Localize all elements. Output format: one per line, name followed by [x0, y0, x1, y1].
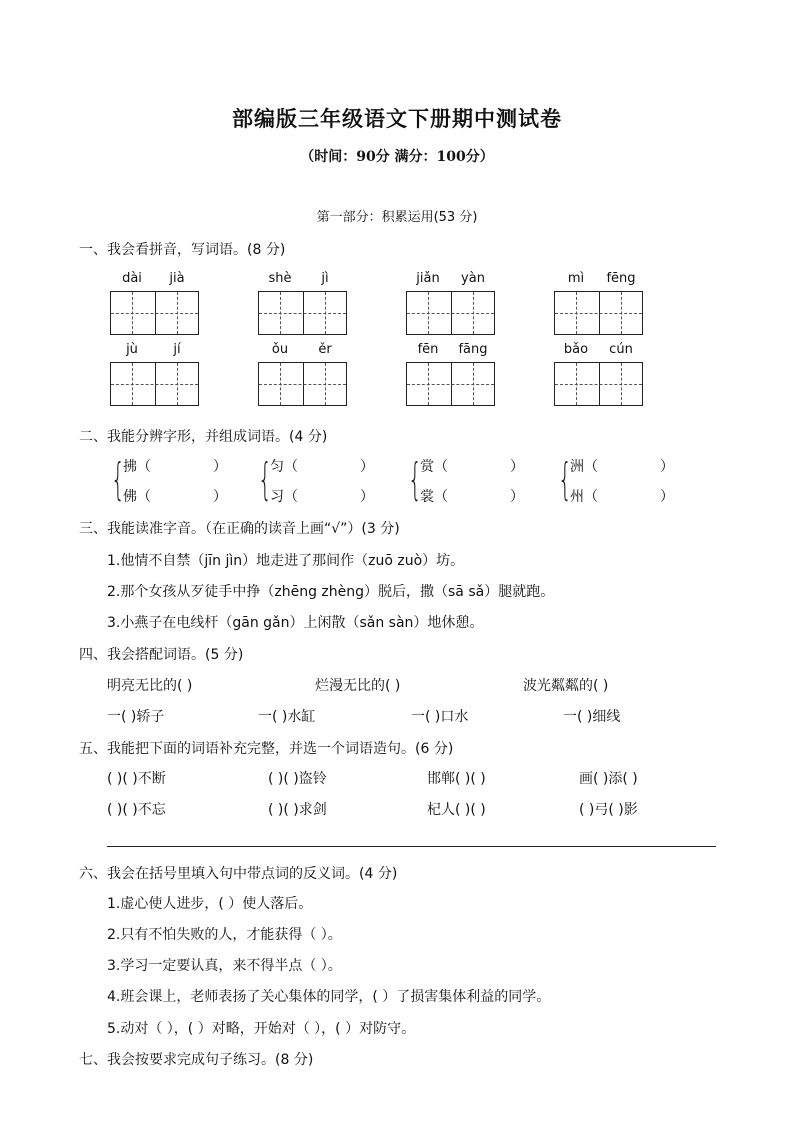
char-item: 州（	[570, 489, 598, 505]
q6-line-2: 2.只有不怕失败的人，才能获得（ ）。	[107, 927, 342, 943]
question-4-heading: 四、我会搭配词语。(5 分)	[79, 647, 244, 663]
q5-item: 杞人( )( )	[427, 802, 486, 818]
pinyin-label: fāng	[458, 342, 488, 357]
q4-item: 一( )细线	[563, 709, 621, 725]
q4-item: 波光粼粼的( )	[523, 678, 609, 694]
brace-icon: {	[258, 454, 272, 505]
writing-grid[interactable]	[406, 362, 495, 406]
pinyin-label: dài	[122, 271, 142, 286]
q5-item: ( )( )求剑	[268, 802, 327, 818]
q3-line-2: 2.那个女孩从歹徒手中挣（zhēng zhèng）脱后，撒（sā sǎ）腿就跑。	[107, 584, 555, 600]
pinyin-label: ěr	[318, 342, 332, 357]
pinyin-label: fēng	[606, 271, 636, 286]
char-item-close: ）	[213, 459, 227, 475]
exam-info: （时间：90分 满分：100分）	[300, 149, 494, 165]
q4-item: 一( )口水	[411, 709, 469, 725]
char-item: 匀（	[270, 459, 298, 475]
pinyin-label: fēn	[417, 342, 439, 357]
answer-line[interactable]	[107, 846, 716, 847]
char-item-close: ）	[360, 459, 374, 475]
writing-grid[interactable]	[258, 362, 347, 406]
pinyin-label: jí	[173, 342, 181, 357]
char-item: 赏（	[420, 459, 448, 475]
question-6-heading: 六、我会在括号里填入句中带点词的反义词。(4 分)	[79, 866, 398, 882]
brace-icon: {	[408, 454, 422, 505]
question-7-heading: 七、我会按要求完成句子练习。(8 分)	[79, 1052, 314, 1068]
q3-line-3: 3.小燕子在电线杆（gān gǎn）上闲散（sǎn sàn）地休憩。	[107, 615, 484, 631]
char-item-close: ）	[510, 459, 524, 475]
char-item-close: ）	[213, 489, 227, 505]
char-item-close: ）	[510, 489, 524, 505]
part-heading: 第一部分：积累运用(53 分)	[316, 210, 478, 225]
char-item-close: ）	[660, 489, 674, 505]
char-item-close: ）	[660, 459, 674, 475]
char-item: 裳（	[420, 489, 448, 505]
char-item-close: ）	[360, 489, 374, 505]
pinyin-label: jià	[169, 271, 185, 286]
pinyin-label: yàn	[461, 271, 485, 286]
pinyin-label: jiǎn	[416, 271, 440, 286]
q3-line-1: 1.他情不自禁（jīn jìn）地走进了那间作（zuō zuò）坊。	[107, 553, 465, 569]
writing-grid[interactable]	[258, 291, 347, 335]
char-item: 佛（	[123, 489, 151, 505]
char-item: 洲（	[570, 459, 598, 475]
q5-item: 邯郸( )( )	[427, 771, 486, 787]
pinyin-label: jì	[321, 271, 329, 286]
q6-line-4: 4.班会课上，老师表扬了关心集体的同学，( ）了损害集体利益的同学。	[107, 989, 551, 1005]
question-5-heading: 五、我能把下面的词语补充完整，并选一个词语造句。(6 分)	[79, 741, 454, 757]
q4-item: 明亮无比的( )	[107, 678, 193, 694]
pinyin-label: cún	[609, 342, 633, 357]
q6-line-5: 5.动对（ ），( ）对略，开始对（ ），( ）对防守。	[107, 1021, 416, 1037]
pinyin-label: shè	[268, 271, 292, 286]
q4-item: 一( )水缸	[258, 709, 316, 725]
writing-grid[interactable]	[554, 362, 643, 406]
writing-grid[interactable]	[110, 291, 199, 335]
pinyin-label: jù	[126, 342, 138, 357]
pinyin-label: ǒu	[271, 342, 289, 357]
writing-grid[interactable]	[110, 362, 199, 406]
q5-item: 画( )添( )	[579, 771, 638, 787]
q6-line-3: 3.学习一定要认真，来不得半点（ ）。	[107, 958, 342, 974]
pinyin-label: mì	[567, 271, 585, 286]
page-title: 部编版三年级语文下册期中测试卷	[232, 106, 562, 131]
q5-item: ( )( )盗铃	[268, 771, 327, 787]
char-item: 拂（	[123, 459, 151, 475]
question-3-heading: 三、我能读准字音。（在正确的读音上画“√”）(3 分)	[79, 521, 400, 537]
q5-item: ( )( )不断	[107, 771, 166, 787]
q5-item: ( )弓( )影	[579, 802, 638, 818]
char-item: 习（	[270, 489, 298, 505]
question-1-heading: 一、我会看拼音，写词语。(8 分)	[79, 242, 286, 258]
writing-grid[interactable]	[554, 291, 643, 335]
q5-item: ( )( )不忘	[107, 802, 166, 818]
brace-icon: {	[558, 454, 572, 505]
question-2-heading: 二、我能分辨字形，并组成词语。(4 分)	[79, 429, 328, 445]
q6-line-1: 1.虚心使人进步，( ）使人落后。	[107, 896, 313, 912]
writing-grid[interactable]	[406, 291, 495, 335]
q4-item: 一( )轿子	[107, 709, 165, 725]
brace-icon: {	[111, 454, 125, 505]
pinyin-label: bǎo	[563, 342, 589, 357]
q4-item: 烂漫无比的( )	[315, 678, 401, 694]
